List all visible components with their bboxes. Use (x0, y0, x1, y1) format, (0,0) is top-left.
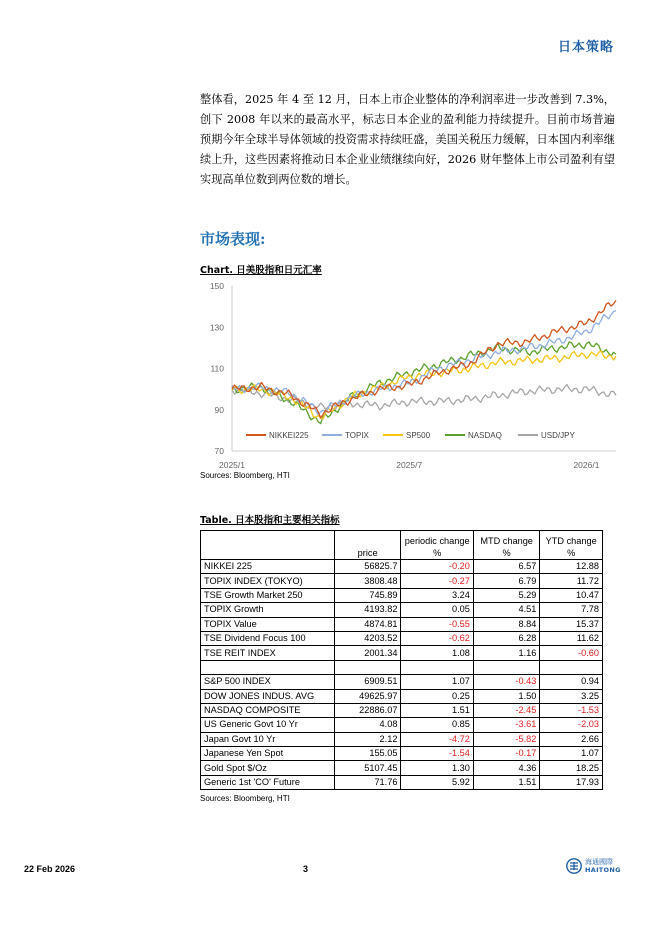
cell-periodic: 1.30 (401, 761, 473, 775)
table-sources: Sources: Bloomberg, HTI (200, 794, 290, 803)
cell-name: TSE Dividend Focus 100 (201, 631, 335, 645)
cell-name: NASDAQ COMPOSITE (201, 703, 335, 717)
cell-ytd: -0.60 (540, 646, 603, 660)
table-row (201, 617, 603, 631)
cell-periodic: 0.85 (401, 718, 473, 732)
cell-ytd: 17.93 (540, 775, 603, 789)
series-line-sp500 (232, 351, 616, 419)
cell-periodic: -0.62 (401, 631, 473, 645)
series-line-topix (232, 311, 616, 415)
x-tick-label: 2025/1 (219, 460, 245, 470)
series-line-nasdaq (232, 342, 616, 424)
cell-periodic (401, 660, 473, 674)
header-periodic (401, 531, 473, 560)
cell-mtd: -0.17 (473, 747, 540, 761)
table-row (201, 603, 603, 617)
table-row (201, 747, 603, 761)
header-mtd-label: MTD change % (480, 536, 533, 558)
index-fx-chart (200, 276, 620, 474)
cell-price (334, 660, 401, 674)
cell-ytd: 12.88 (540, 560, 603, 574)
legend-label: NASDAQ (468, 431, 502, 440)
cell-name: US Generic Govt 10 Yr (201, 718, 335, 732)
cell-mtd: 6.28 (473, 631, 540, 645)
y-tick-label: 70 (214, 446, 224, 456)
chart-sources: Sources: Bloomberg, HTI (200, 471, 290, 480)
header-ytd-label: YTD change % (545, 536, 597, 558)
legend-label: NIKKEI225 (269, 431, 309, 440)
chart-caption: Chart. 日美股指和日元汇率 (200, 265, 322, 276)
cell-mtd: 4.51 (473, 603, 540, 617)
section-title: 市场表现: (200, 230, 266, 248)
cell-name: TSE REIT INDEX (201, 646, 335, 660)
cell-mtd: 6.79 (473, 574, 540, 588)
cell-mtd: 5.29 (473, 588, 540, 602)
cell-price: 5107.45 (334, 761, 401, 775)
cell-name: Generic 1st 'CO' Future (201, 775, 335, 789)
cell-price: 745.89 (334, 588, 401, 602)
footer-date: 22 Feb 2026 (24, 864, 76, 874)
page-number: 3 (303, 864, 309, 874)
cell-price: 22886.07 (334, 703, 401, 717)
cell-mtd: 1.16 (473, 646, 540, 660)
cell-periodic: 5.92 (401, 775, 473, 789)
y-tick-label: 110 (210, 363, 224, 374)
x-tick-label: 2025/7 (396, 460, 423, 470)
table-header-row (201, 531, 603, 560)
y-tick-label: 150 (209, 281, 224, 291)
cell-price: 71.76 (334, 775, 401, 789)
cell-price: 6909.51 (334, 675, 401, 689)
cell-periodic: -1.54 (401, 747, 473, 761)
cell-mtd: 1.51 (473, 775, 540, 789)
header-ytd (540, 531, 603, 560)
cell-ytd: 18.25 (540, 761, 603, 775)
y-tick-label: 90 (214, 404, 224, 415)
cell-name: TOPIX INDEX (TOKYO) (201, 574, 335, 588)
cell-price: 4874.81 (334, 617, 401, 631)
cell-ytd: -2.03 (540, 718, 603, 732)
haitong-logo (566, 858, 621, 874)
cell-periodic: -0.27 (401, 574, 473, 588)
legend-label: SP500 (406, 431, 431, 440)
legend-label: TOPIX (345, 431, 369, 440)
cell-ytd: 0.94 (540, 675, 603, 689)
table-spacer-row (201, 660, 603, 674)
cell-ytd: 11.62 (540, 631, 603, 645)
metrics-table (200, 530, 603, 790)
cell-mtd: 8.84 (473, 617, 540, 631)
cell-price: 4203.52 (334, 631, 401, 645)
cell-mtd: -2.45 (473, 703, 540, 717)
table-row (201, 560, 603, 574)
cell-ytd: 10.47 (540, 588, 603, 602)
table-caption: Table. 日本股指和主要相关指标 (200, 515, 340, 526)
cell-periodic: 0.05 (401, 603, 473, 617)
section-header: 日本策略 (557, 40, 614, 55)
cell-ytd: 1.07 (540, 747, 603, 761)
logo-en-text: HAITONG (585, 866, 621, 874)
cell-price: 4193.82 (334, 603, 401, 617)
cell-periodic: -4.72 (401, 732, 473, 746)
header-price: price (334, 531, 401, 560)
cell-price: 4.08 (334, 718, 401, 732)
cell-ytd: 7.78 (540, 603, 603, 617)
cell-price: 56825.7 (334, 560, 401, 574)
x-tick-label: 2026/1 (573, 460, 600, 470)
cell-price: 3808.48 (334, 574, 401, 588)
y-tick-label: 130 (209, 322, 224, 333)
cell-periodic: 1.51 (401, 703, 473, 717)
cell-mtd: 1.50 (473, 689, 540, 703)
cell-ytd: 15.37 (540, 617, 603, 631)
cell-mtd: -3.61 (473, 718, 540, 732)
table-row (201, 631, 603, 645)
cell-mtd (473, 660, 540, 674)
cell-ytd (540, 660, 603, 674)
table-row (201, 675, 603, 689)
cell-mtd: 4.36 (473, 761, 540, 775)
cell-price: 2001.34 (334, 646, 401, 660)
cell-ytd: -1.53 (540, 703, 603, 717)
cell-ytd: 11.72 (540, 574, 603, 588)
cell-mtd: -5.82 (473, 732, 540, 746)
table-row (201, 718, 603, 732)
cell-periodic: -0.55 (401, 617, 473, 631)
table-row (201, 703, 603, 717)
table-row (201, 689, 603, 703)
cell-ytd: 3.25 (540, 689, 603, 703)
header-periodic-label: periodic change % (404, 536, 470, 558)
header-name (201, 531, 335, 560)
cell-mtd: 6.57 (473, 560, 540, 574)
table-row (201, 574, 603, 588)
cell-name: Japanese Yen Spot (201, 747, 335, 761)
cell-periodic: 1.07 (401, 675, 473, 689)
cell-periodic: 0.25 (401, 689, 473, 703)
cell-price: 2.12 (334, 732, 401, 746)
cell-name: Gold Spot $/Oz (201, 761, 335, 775)
cell-name: TSE Growth Market 250 (201, 588, 335, 602)
haitong-logo-icon (566, 858, 582, 874)
cell-name: S&P 500 INDEX (201, 675, 335, 689)
table-row (201, 775, 603, 789)
cell-price: 155.05 (334, 747, 401, 761)
legend-label: USD/JPY (541, 431, 575, 440)
cell-mtd: -0.43 (473, 675, 540, 689)
logo-cn-text: 海通國際 (585, 858, 613, 866)
cell-name: DOW JONES INDUS. AVG (201, 689, 335, 703)
cell-name: TOPIX Value (201, 617, 335, 631)
cell-name: NIKKEI 225 (201, 560, 335, 574)
cell-periodic: 3.24 (401, 588, 473, 602)
table-row (201, 761, 603, 775)
header-mtd (473, 531, 540, 560)
cell-name: TOPIX Growth (201, 603, 335, 617)
cell-name: Japan Govt 10 Yr (201, 732, 335, 746)
table-row (201, 646, 603, 660)
cell-name (201, 660, 335, 674)
cell-periodic: -0.20 (401, 560, 473, 574)
table-row (201, 732, 603, 746)
body-paragraph: 整体看，2025 年 4 至 12 月，日本上市企业整体的净利润率进一步改善到 7.3%，创下 2008 年以来的最高水平，标志日本企业的盈利能力持续提升。目前市场普遍预期今年全球半导体领域的投资需求持续旺盛，美国关税压力缓解，日本国内利率继续上升，这些因素将推动日本企业业绩继续向好，2026 财年整体上市公司盈利有望实现高单位数到两位数的增长。 (200, 93, 615, 186)
table-row (201, 588, 603, 602)
cell-ytd: 2.66 (540, 732, 603, 746)
cell-price: 49625.97 (334, 689, 401, 703)
cell-periodic: 1.08 (401, 646, 473, 660)
